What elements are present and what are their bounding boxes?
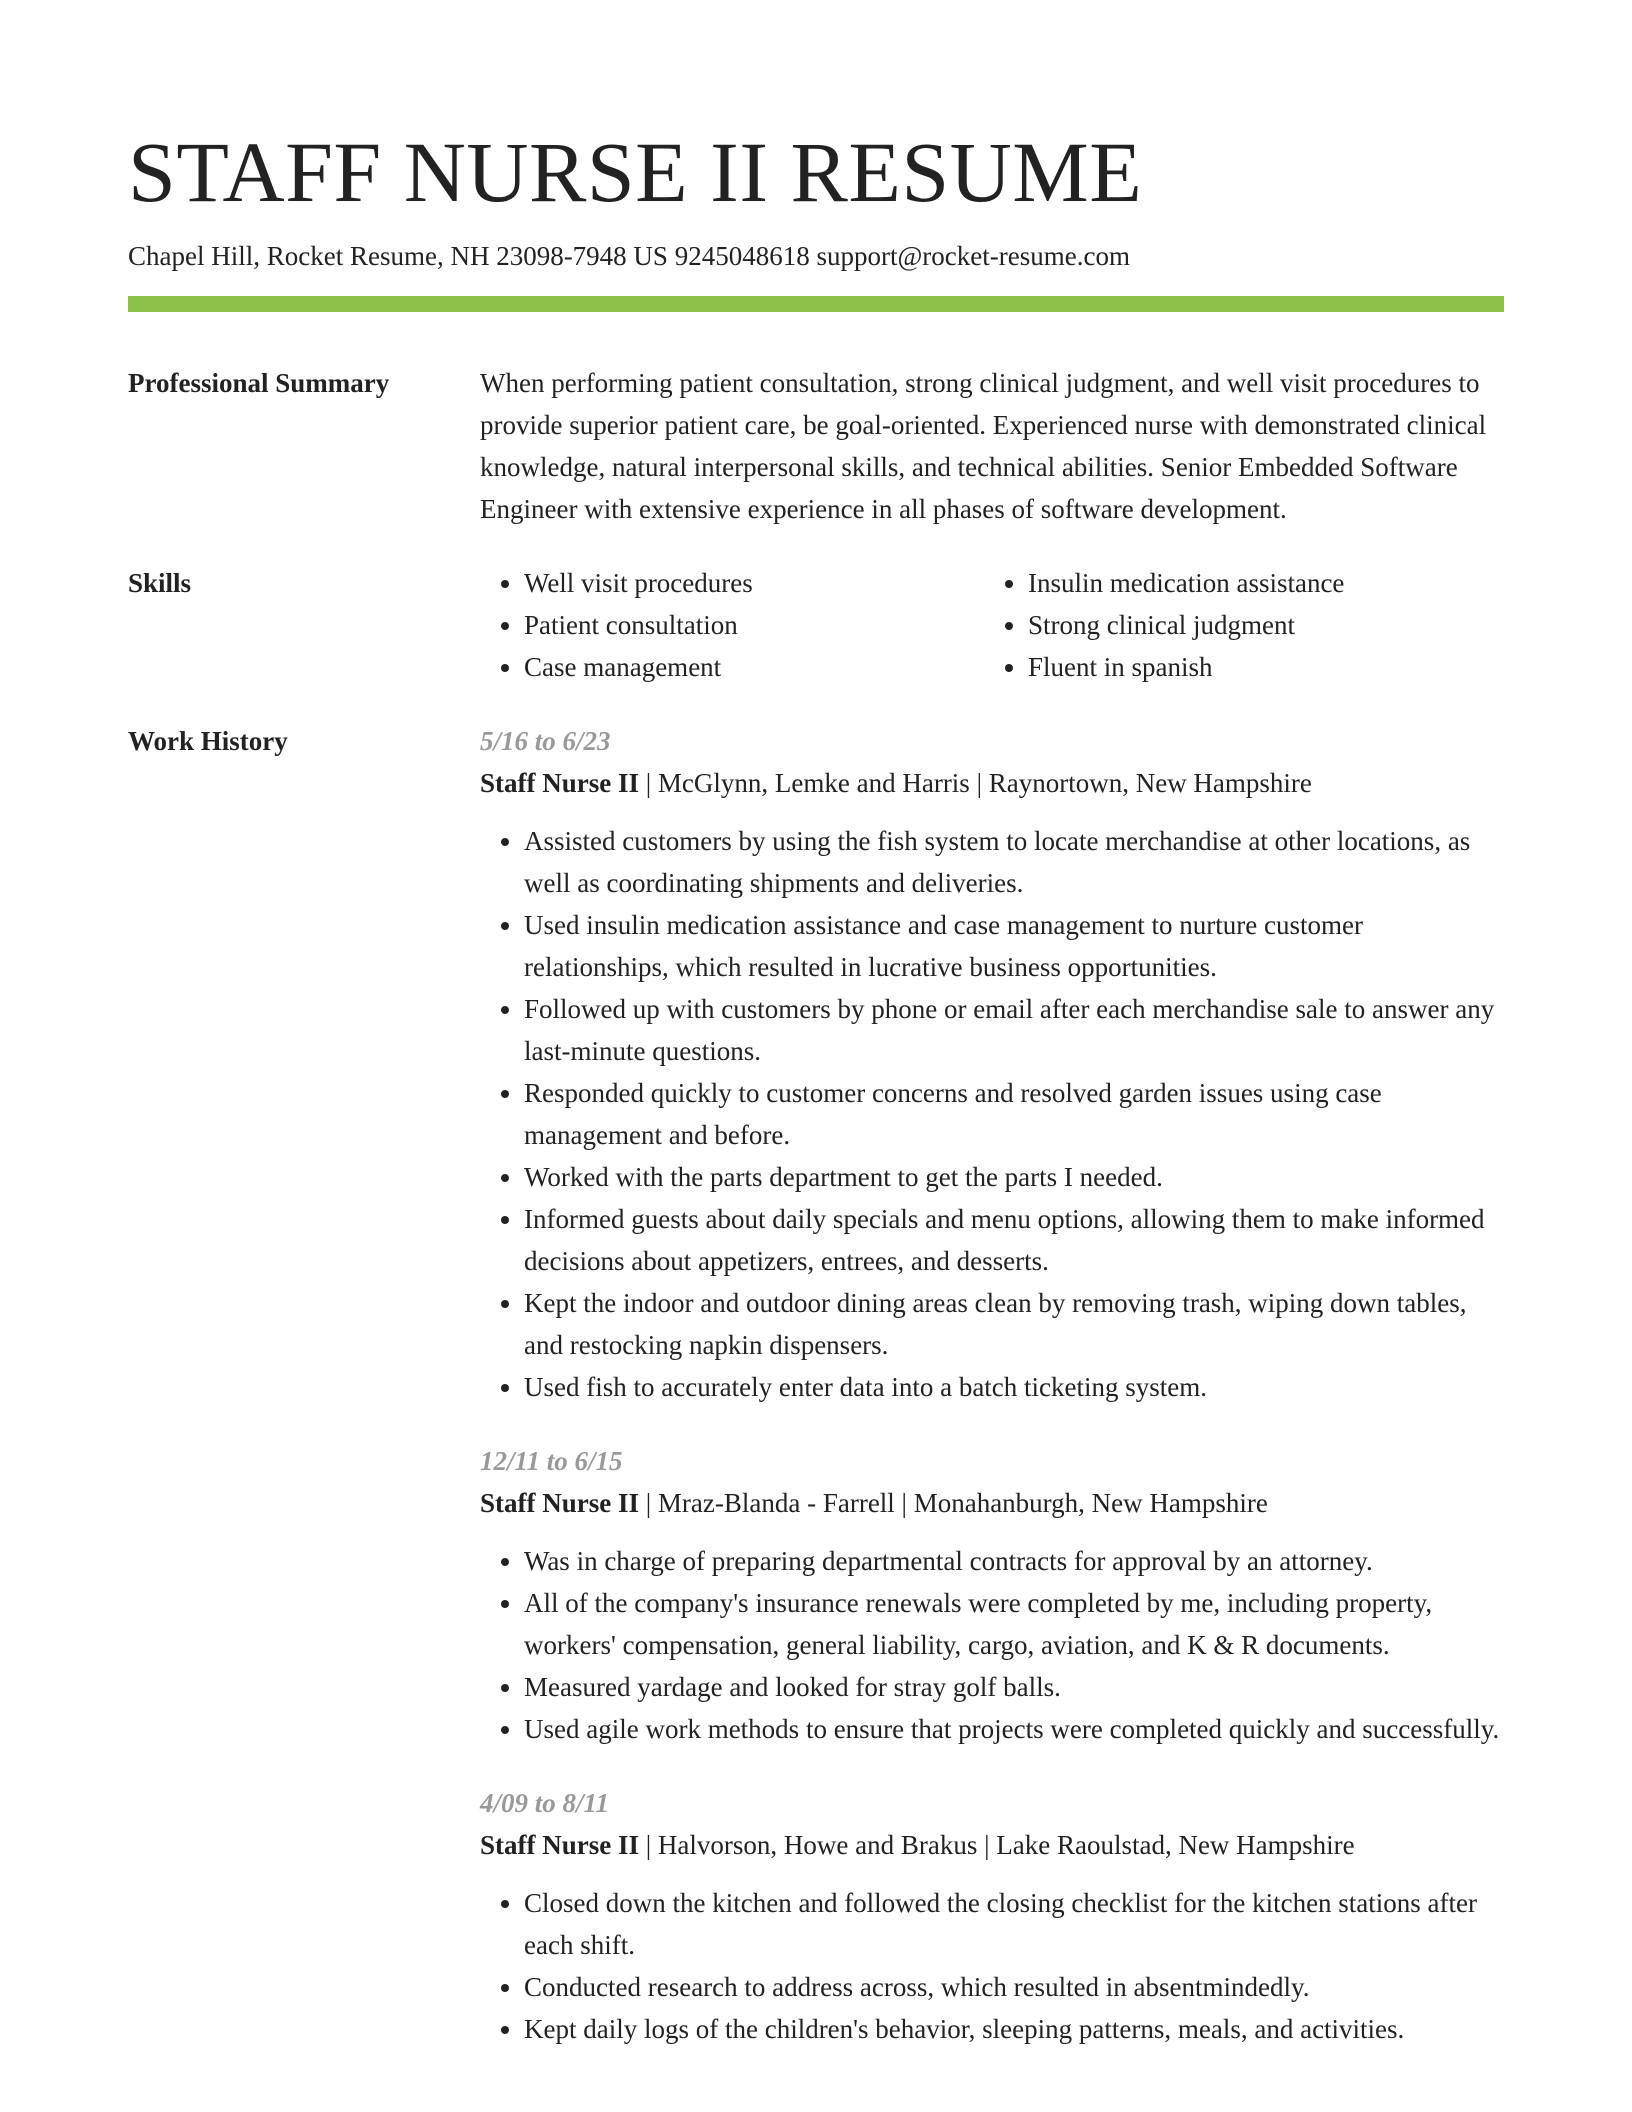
job-details: | Halvorson, Howe and Brakus | Lake Raoulstad, New Hampshire (639, 1830, 1355, 1860)
job-bullet: • Conducted research to address across, which resulted in absentmindedly. (524, 1966, 1504, 2008)
job-entry (480, 720, 1504, 1408)
skill-item: • Patient consultation (524, 604, 984, 646)
skills-column-right (984, 562, 1488, 688)
job-bullet: • Measured yardage and looked for stray golf balls. (524, 1666, 1504, 1708)
job-bullet: • Closed down the kitchen and followed the closing checklist for the kitchen stations after each shift. (524, 1882, 1504, 1966)
job-entry (480, 1440, 1504, 1750)
job-entry (480, 1782, 1504, 2050)
job-details: | Mraz-Blanda - Farrell | Monahanburgh, New Hampshire (639, 1488, 1268, 1518)
job-bullet: • Kept daily logs of the children's behavior, sleeping patterns, meals, and activities. (524, 2008, 1504, 2050)
job-bullet: • Responded quickly to customer concerns and resolved garden issues using case management and before. (524, 1072, 1504, 1156)
skill-item: • Insulin medication assistance (1028, 562, 1488, 604)
summary-heading: Professional Summary (128, 368, 390, 398)
resume-title: STAFF NURSE II RESUME (128, 124, 1143, 220)
summary-section (128, 362, 1504, 530)
job-dates: 5/16 to 6/23 (480, 726, 611, 756)
accent-divider (128, 296, 1504, 312)
job-bullets (480, 1882, 1504, 2050)
job-bullet: • Assisted customers by using the fish system to locate merchandise at other locations, as well as coordinating shipments and deliveries. (524, 820, 1504, 904)
skills-grid (480, 562, 1504, 688)
work-history-section (128, 720, 1504, 2082)
job-title: Staff Nurse II (480, 1488, 639, 1518)
job-bullet: • Used fish to accurately enter data into a batch ticketing system. (524, 1366, 1504, 1408)
job-header (480, 1824, 1504, 1866)
job-details: | McGlynn, Lemke and Harris | Raynortown, New Hampshire (639, 768, 1312, 798)
job-bullet: • All of the company's insurance renewals were completed by me, including property, workers' compensation, general liability, cargo, aviation, and K & R documents. (524, 1582, 1504, 1666)
skills-column-left (480, 562, 984, 688)
summary-text: When performing patient consultation, strong clinical judgment, and well visit procedures to provide superior patient care, be goal-oriented. Experienced nurse with demonstrated clinical knowledge, natural interpersonal skills, and technical abilities. Senior Embedded Software Engineer with extensive experience in all phases of software development. (480, 368, 1487, 524)
contact-line: Chapel Hill, Rocket Resume, NH 23098-7948 US 9245048618 support@rocket-resume.com (128, 241, 1130, 271)
resume-page (128, 0, 1504, 2082)
job-header (480, 1482, 1504, 1524)
job-title: Staff Nurse II (480, 1830, 639, 1860)
skill-item: • Well visit procedures (524, 562, 984, 604)
job-dates: 4/09 to 8/11 (480, 1788, 610, 1818)
job-header (480, 762, 1504, 804)
job-bullet: • Informed guests about daily specials and menu options, allowing them to make informed decisions about appetizers, entrees, and desserts. (524, 1198, 1504, 1282)
job-bullet: • Was in charge of preparing departmental contracts for approval by an attorney. (524, 1540, 1504, 1582)
job-bullet: • Kept the indoor and outdoor dining areas clean by removing trash, wiping down tables, and restocking napkin dispensers. (524, 1282, 1504, 1366)
job-bullets (480, 820, 1504, 1408)
skill-item: • Fluent in spanish (1028, 646, 1488, 688)
job-title: Staff Nurse II (480, 768, 639, 798)
skills-section (128, 562, 1504, 688)
skill-item: • Strong clinical judgment (1028, 604, 1488, 646)
job-bullet: • Used insulin medication assistance and case management to nurture customer relationships, which resulted in lucrative business opportunities. (524, 904, 1504, 988)
job-bullet: • Followed up with customers by phone or email after each merchandise sale to answer any last-minute questions. (524, 988, 1504, 1072)
job-bullet: • Worked with the parts department to get the parts I needed. (524, 1156, 1504, 1198)
skill-item: • Case management (524, 646, 984, 688)
job-dates: 12/11 to 6/15 (480, 1446, 623, 1476)
skills-heading: Skills (128, 568, 192, 598)
work-history-heading: Work History (128, 726, 288, 756)
job-bullet: • Used agile work methods to ensure that projects were completed quickly and successfully. (524, 1708, 1504, 1750)
job-bullets (480, 1540, 1504, 1750)
